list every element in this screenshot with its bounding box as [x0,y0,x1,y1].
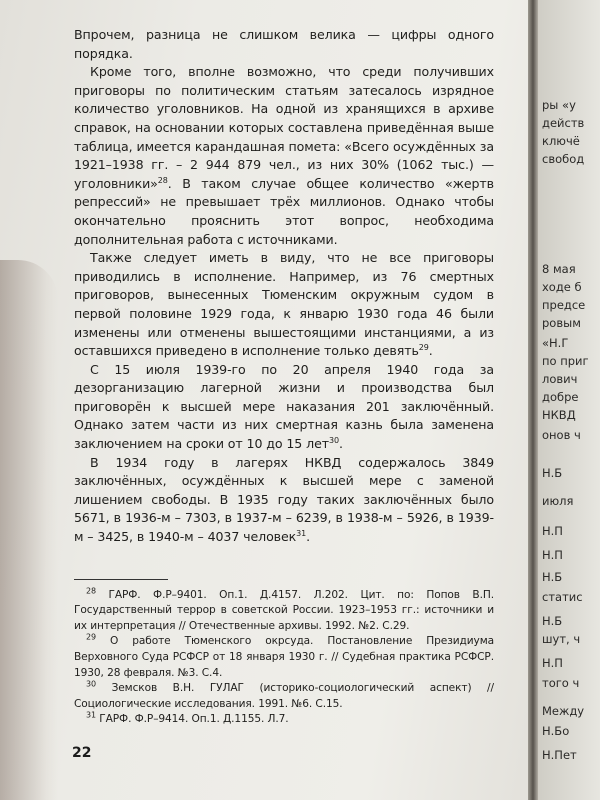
right-page-fragment: Н.Б [542,466,563,480]
right-page-fragment: добре [542,390,579,404]
right-page-fragment: июля [542,494,574,508]
paragraph: Впрочем, разница не слишком велика — цифры одного порядка. [74,27,494,61]
right-page-fragment: Н.Бо [542,724,570,738]
right-page-fragment: Н.Пет [542,748,577,762]
footnote-ref: 30 [328,435,339,445]
paragraph: В 1934 году в лагерях НКВД содержалось 3849 заключённых, осуждённых к высшей мере с заменой лишением свободы. В 1935 году таких заключённых было 5671, в 1936-м – 7303, в 1937-м – 6239, в 1938-м – 5926, в 1939-м – 3425, в 1940-м – 4037 человек$^{31}$. [74,454,494,545]
right-page-fragment: Между [542,704,585,718]
right-page-fragment: статис [542,590,583,604]
footnote-ref: 28 [157,175,168,185]
right-page-fragment: ключё [542,134,580,148]
finger-shadow [0,260,58,800]
right-page-fragment: действ [542,116,585,130]
page-number: 22 [72,745,92,761]
right-page-fragment: «Н.Г [542,336,569,350]
right-page-fragment: того ч [542,676,580,690]
right-page-fragment: Н.Б [542,614,563,628]
right-page-fragment: Н.П [542,548,563,562]
footnote-divider [74,579,168,580]
right-page-fragment: предсе [542,298,586,312]
right-page-fragment: 8 мая [542,262,576,276]
right-page-fragment: ровым [542,316,581,330]
paragraph: С 15 июля 1939-го по 20 апреля 1940 года за дезорганизацию лагерной жизни и производства был приговорён к высшей мере наказания 201 заключённый. Однако затем части из них смертная казнь была заменена заключением на сроки от 10 до 15 лет$^{30}$. [74,361,494,452]
right-page-fragment: НКВД [542,408,576,422]
footnote: $^{31}$ ГАРФ. Ф.Р–9414. Оп.1. Д.1155. Л.7. [86,710,289,726]
right-page-fragment: ходе б [542,280,582,294]
main-text [74,26,494,728]
footnote: $^{30}$ Земсков В.Н. ГУЛАГ (историко-социологический аспект) // Социологические исследования. 1991. №6. С.15. [74,679,494,710]
right-page-fragment: Н.П [542,656,563,670]
paragraph: Кроме того, вполне возможно, что среди получивших приговоры по политическим статьям затесалось изрядное количество уголовников. На одной из хранящихся в архиве справок, на основании которых составлена приведённая выше таблица, имеется карандашная помета: «Всего осуждённых за 1921–1938 гг. – 2 944 879 чел., из них 30% (1062 тыс.) — уголовники»$^{28}$. В таком случае общее количество «жертв репрессий» не превышает трёх миллионов. Однако чтобы окончательно прояснить этот вопрос, необходима дополнительная работа с источниками. [74,64,494,247]
footnote-ref: 31 [296,528,307,538]
right-page-fragment: ры «у [542,98,576,112]
footnote: $^{28}$ ГАРФ. Ф.Р–9401. Оп.1. Д.4157. Л.202. Цит. по: Попов В.П. Государственный террор в советской России. 1923–1953 гг.: источники и их интерпретация // Отечественные архивы. 1992. №2. С.29. [74,586,494,632]
paragraph: Также следует иметь в виду, что не все приговоры приводились в исполнение. Например, из 76 смертных приговоров, вынесенных Тюменским окружным судом в первой половине 1929 года, к январю 1930 года 46 были изменены или отменены вышестоящими инстанциями, а из оставшихся приведено в исполнение только девять$^{29}$. [74,250,494,359]
right-page-fragment: Н.Б [542,570,563,584]
right-page-fragment: свобод [542,152,585,166]
right-page-fragment: онов ч [542,428,581,442]
footnote: $^{29}$ О работе Тюменского окрсуда. Постановление Президиума Верховного Суда РСФСР от 18 января 1930 г. // Судебная практика РСФСР. 1930, 28 февраля. №3. С.4. [74,632,494,679]
right-page-fragment: Н.П [542,524,563,538]
right-page-fragment: лович [542,372,578,386]
right-page [538,0,600,800]
footnotes [74,588,494,728]
right-page-fragment: шут, ч [542,632,581,646]
book-gutter [528,0,538,800]
right-page-fragment: по приг [542,354,589,368]
footnote-ref: 29 [418,342,429,352]
